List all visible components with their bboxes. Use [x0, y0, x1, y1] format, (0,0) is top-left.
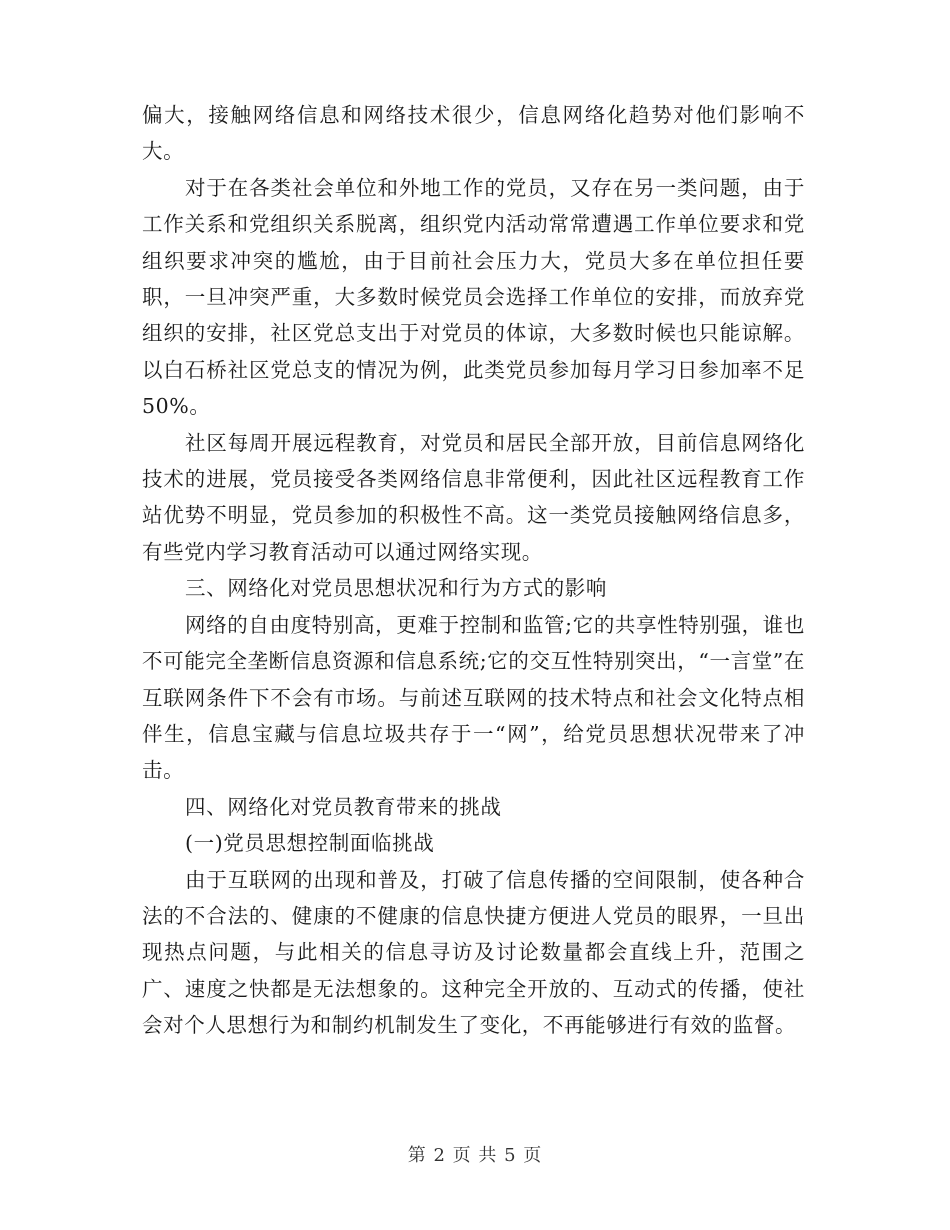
paragraph-continuation: 偏大，接触网络信息和网络技术很少，信息网络化趋势对他们影响不大。	[142, 103, 805, 164]
paragraph-remote-members: 对于在各类社会单位和外地工作的党员，又存在另一类问题，由于工作关系和党组织关系脱离，组织党内活动常常遭遇工作单位要求和党组织要求冲突的尴尬，由于目前社会压力大，党员大多在单位担任要职，一旦冲突严重，大多数时候党员会选择工作单位的安排，而放弃党组织的安排，社区党总支出于对党员的体谅，大多数时候也只能谅解。以白石桥社区党总支的情况为例，此类党员参加每月学习日参加率不足50%。	[142, 175, 805, 419]
paragraph-network-freedom: 网络的自由度特别高，更难于控制和监管;它的共享性特别强，谁也不可能完全垄断信息资源和信息系统;它的交互性特别突出，“一言堂”在互联网条件下不会有市场。与前述互联网的技术特点和社会文化特点相伴生，信息宝藏与信息垃圾共存于一“网”，给党员思想状况带来了冲击。	[142, 612, 805, 783]
paragraph-internet-spread: 由于互联网的出现和普及，打破了信息传播的空间限制，使各种合法的不合法的、健康的不健康的信息快捷方便进人党员的眼界，一旦出现热点问题，与此相关的信息寻访及讨论数量都会直线上升，范围之广、速度之快都是无法想象的。这种完全开放的、互动式的传播，使社会对个人思想行为和制约机制发生了变化，不再能够进行有效的监督。	[142, 867, 805, 1038]
section-heading-3: 三、网络化对党员思想状况和行为方式的影响	[185, 576, 607, 601]
subsection-heading-1: (一)党员思想控制面临挑战	[185, 831, 435, 856]
paragraph-remote-education: 社区每周开展远程教育，对党员和居民全部开放，目前信息网络化技术的进展，党员接受各类网络信息非常便利，因此社区远程教育工作站优势不明显，党员参加的积极性不高。这一类党员接触网络信息多，有些党内学习教育活动可以通过网络实现。	[142, 430, 805, 564]
document-body	[142, 97, 805, 1044]
page-number-footer: 第 2 页 共 5 页	[407, 1145, 543, 1166]
section-heading-4: 四、网络化对党员教育带来的挑战	[185, 794, 502, 819]
